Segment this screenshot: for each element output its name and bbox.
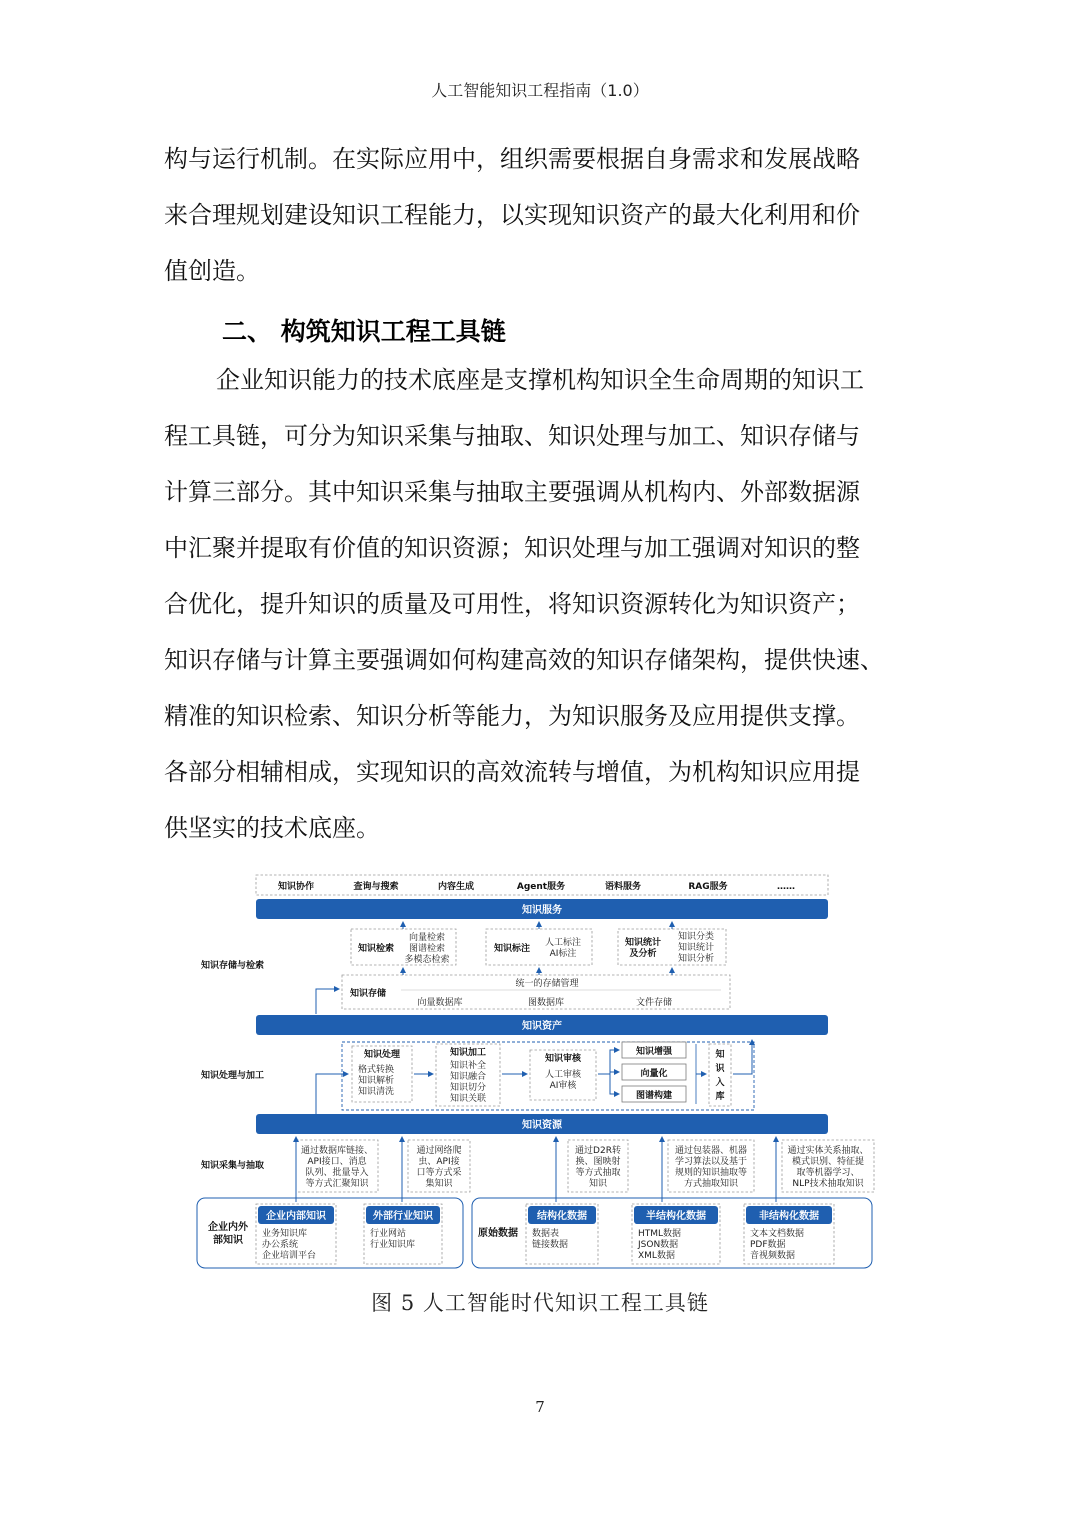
source-item: JSON数据 <box>638 1240 679 1250</box>
handle-item: 知识解析 <box>357 1076 395 1086</box>
note-line: API接口、消息 <box>307 1157 367 1167</box>
note-line: 换、图映射 <box>575 1157 621 1167</box>
knowledge-service-label: 知识服务 <box>522 905 562 916</box>
running-header: 人工智能知识工程指南（1.0） <box>431 81 649 100</box>
figure-caption: 图 5 人工智能时代知识工程工具链 <box>371 1291 709 1315</box>
note-line: 通过实体关系抽取、 <box>787 1146 869 1156</box>
note-line: 知识 <box>588 1179 608 1189</box>
output-graph: 图谱构建 <box>635 1091 673 1101</box>
ingest-char: 入 <box>715 1078 725 1088</box>
source-item: 文本文档数据 <box>750 1229 805 1239</box>
layer-storage-label: 知识存储与检索 <box>201 961 265 971</box>
output-vector: 向量化 <box>640 1069 668 1079</box>
note-line: 取等机器学习、 <box>796 1168 860 1178</box>
note-line: 通过网络爬 <box>416 1146 462 1156</box>
paragraph-line: 程工具链，可分为知识采集与抽取、知识处理与加工、知识存储与 <box>164 422 860 450</box>
paragraph-2 <box>164 352 924 856</box>
layer-processing-label: 知识处理与加工 <box>201 1071 265 1081</box>
store-label: 知识存储 <box>349 989 387 999</box>
handle-title: 知识处理 <box>363 1050 401 1060</box>
retrieval-title: 知识检索 <box>357 944 395 954</box>
refine-item: 知识关联 <box>449 1094 487 1104</box>
service-agent: Agent服务 <box>516 882 566 892</box>
note-line: 规则的知识抽取等 <box>674 1168 748 1178</box>
paragraph-line: 来合理规划建设知识工程能力，以实现知识资产的最大化利用和价 <box>164 201 860 229</box>
source-item: 音视频数据 <box>750 1251 796 1261</box>
enterprise-label: 企业内外 <box>208 1222 248 1233</box>
service-more: …… <box>777 882 795 892</box>
enterprise-label: 部知识 <box>213 1235 243 1246</box>
internal-knowledge-title: 企业内部知识 <box>266 1211 326 1222</box>
retrieval-item: 向量检索 <box>408 933 446 943</box>
service-rag: RAG服务 <box>688 882 728 892</box>
note-line: 集知识 <box>425 1179 453 1189</box>
toolchain-diagram <box>196 872 876 1272</box>
review-title: 知识审核 <box>544 1054 582 1064</box>
review-item: 人工审核 <box>544 1070 582 1080</box>
note-line: 等方式汇聚知识 <box>305 1179 369 1189</box>
knowledge-resource-label: 知识资源 <box>522 1120 562 1131</box>
note-line: 等方式抽取 <box>575 1168 621 1178</box>
paragraph-line: 中汇聚并提取有价值的知识资源；知识处理与加工强调对知识的整 <box>164 534 860 562</box>
paragraph-1 <box>164 131 924 299</box>
source-item: 数据表 <box>532 1229 560 1239</box>
note-line: 虫、API接 <box>418 1157 460 1167</box>
ingest-char: 库 <box>715 1092 725 1102</box>
paragraph-line: 计算三部分。其中知识采集与抽取主要强调从机构内、外部数据源 <box>164 478 860 506</box>
knowledge-asset-label: 知识资产 <box>522 1021 562 1032</box>
store-item: 文件存储 <box>635 998 673 1008</box>
store-item: 图数据库 <box>527 998 565 1008</box>
refine-title: 知识加工 <box>449 1048 487 1058</box>
layer-collection-label: 知识采集与抽取 <box>201 1161 265 1171</box>
note-line: NLP技术抽取知识 <box>792 1179 864 1189</box>
source-item: 链接数据 <box>532 1240 569 1250</box>
note-line: 学习算法以及基于 <box>674 1157 748 1167</box>
paragraph-line: 知识存储与计算主要强调如何构建高效的知识存储架构，提供快速、 <box>164 646 884 674</box>
stats-title: 及分析 <box>629 949 657 959</box>
unstructured-title: 非结构化数据 <box>759 1211 819 1222</box>
note-line: 模式识别、特征提 <box>791 1157 865 1167</box>
refine-item: 知识切分 <box>449 1083 487 1093</box>
paragraph-line: 企业知识能力的技术底座是支撑机构知识全生命周期的知识工 <box>216 366 864 394</box>
ingest-char: 识 <box>715 1064 725 1074</box>
annotation-title: 知识标注 <box>493 944 531 954</box>
note-line: 通过数据库链接、 <box>300 1146 374 1156</box>
note-line: 通过D2R转 <box>575 1146 621 1156</box>
raw-data-label: 原始数据 <box>478 1228 518 1239</box>
note-line: 口等方式采 <box>416 1168 462 1178</box>
store-item: 向量数据库 <box>417 998 463 1008</box>
paragraph-line: 精准的知识检索、知识分析等能力，为知识服务及应用提供支撑。 <box>164 702 860 730</box>
semi-structured-title: 半结构化数据 <box>646 1211 706 1222</box>
paragraph-line: 供坚实的技术底座。 <box>164 814 380 842</box>
annotation-item: AI标注 <box>549 949 577 959</box>
page-number: 7 <box>535 1398 545 1416</box>
refine-item: 知识补全 <box>449 1061 487 1071</box>
handle-item: 格式转换 <box>357 1065 395 1075</box>
source-item: 行业知识库 <box>370 1240 416 1250</box>
note-line: 通过包装器、机器 <box>674 1146 748 1156</box>
source-item: XML数据 <box>638 1251 675 1261</box>
service-generate: 内容生成 <box>437 882 475 892</box>
note-line: 方式抽取知识 <box>683 1179 739 1189</box>
handle-item: 知识清洗 <box>357 1087 395 1097</box>
paragraph-line: 值创造。 <box>164 257 260 285</box>
unified-storage-label: 统一的存储管理 <box>515 979 579 989</box>
source-item: HTML数据 <box>638 1229 682 1239</box>
service-corpus: 语料服务 <box>604 882 642 892</box>
source-item: 办公系统 <box>262 1240 299 1250</box>
external-knowledge-title: 外部行业知识 <box>373 1211 433 1222</box>
retrieval-item: 多模态检索 <box>404 955 450 965</box>
retrieval-item: 图谱检索 <box>408 944 446 954</box>
service-collab: 知识协作 <box>277 882 315 892</box>
annotation-item: 人工标注 <box>544 938 582 948</box>
note-line: 队列、批量导入 <box>305 1168 369 1178</box>
source-item: PDF数据 <box>750 1240 786 1250</box>
output-enhance: 知识增强 <box>635 1047 673 1057</box>
review-item: AI审核 <box>549 1081 577 1091</box>
service-query: 查询与搜索 <box>353 882 399 892</box>
toolchain-figure <box>196 872 876 1272</box>
section-heading: 二、 构筑知识工程工具链 <box>222 317 506 346</box>
paragraph-line: 各部分相辅相成，实现知识的高效流转与增值，为机构知识应用提 <box>164 758 860 786</box>
structured-title: 结构化数据 <box>537 1211 587 1222</box>
stats-title: 知识统计 <box>624 938 662 948</box>
stats-item: 知识统计 <box>677 943 715 953</box>
stats-item: 知识分类 <box>677 932 715 942</box>
ingest-char: 知 <box>715 1050 725 1060</box>
source-item: 行业网站 <box>370 1229 407 1239</box>
refine-item: 知识融合 <box>449 1072 487 1082</box>
source-item: 企业培训平台 <box>262 1251 317 1261</box>
source-item: 业务知识库 <box>262 1229 308 1239</box>
stats-item: 知识分析 <box>677 954 715 964</box>
paragraph-line: 合优化，提升知识的质量及可用性，将知识资源转化为知识资产； <box>164 590 860 618</box>
paragraph-line: 构与运行机制。在实际应用中，组织需要根据自身需求和发展战略 <box>164 145 860 173</box>
